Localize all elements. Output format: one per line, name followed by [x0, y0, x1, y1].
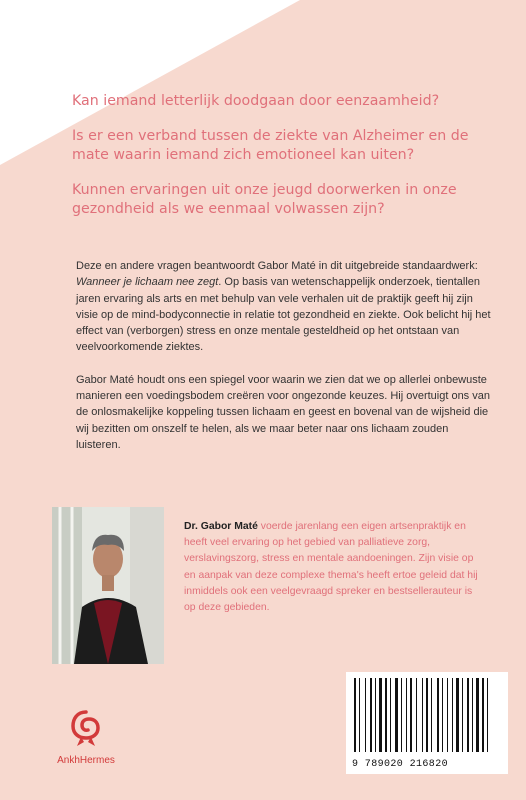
publisher-logo	[50, 708, 122, 766]
question-1: Kan iemand letterlijk doodgaan door eenzaamheid?	[72, 93, 440, 109]
author-bio-text: voerde jarenlang een eigen artsenpraktijk en heeft veel ervaring op het gebied van palliatieve zorg, verslavingszorg, stress en mentale aandoeningen. Zijn visie op en aanpak van deze complexe thema's heeft ertoe geleid dat hij inmiddels ook een veelgevraagd spreker en bestsellerauteur is op deze gebieden.	[184, 521, 478, 614]
barcode-bars	[346, 678, 508, 762]
question-2: Is er een verband tussen de ziekte van Alzheimer en de mate waarin iemand zich emotioneel kan uiten?	[72, 128, 469, 163]
author-bio	[184, 519, 484, 616]
question-3: Kunnen ervaringen uit onze jeugd doorwerken in onze gezondheid als we eenmaal volwassen zijn?	[72, 182, 457, 217]
paragraph-2: Gabor Maté houdt ons een spiegel voor waarin we zien dat we op allerlei onbewuste manieren een voedingsbodem creëren voor ongezonde keuzes. Hij overtuigt ons van de onlosmakelijke koppeling tussen lichaam en geest en bovenal van de wijsheid die wij bezitten om onszelf te helen, als we maar beter naar ons lichaam zouden luisteren.	[76, 373, 490, 451]
publisher-name: AnkhHermes	[57, 755, 115, 766]
barcode	[346, 672, 508, 774]
isbn-digits: 9 789020 216820	[352, 759, 449, 770]
publisher-logo-icon	[69, 708, 103, 748]
description	[76, 258, 494, 469]
question-list	[72, 92, 492, 235]
author-name: Dr. Gabor Maté	[184, 521, 258, 532]
book-title: Wanneer je lichaam nee zegt	[76, 276, 219, 289]
author-photo	[52, 507, 164, 664]
paragraph-1: Deze en andere vragen beantwoordt Gabor Maté in dit uitgebreide standaardwerk: Wanneer je lichaam nee zegt. Op basis van wetenschappelijk onderzoek, tientallen jaren ervaring als arts en met behulp van vele verhalen uit de praktijk geeft hij zijn visie op de mind-bodyconnectie in relatie tot gezondheid en ziekte. Ook belicht hij het effect van (verborgen) stress en onze mentale gesteldheid op het ontstaan van veelvoorkomende ziektes.	[76, 260, 491, 354]
